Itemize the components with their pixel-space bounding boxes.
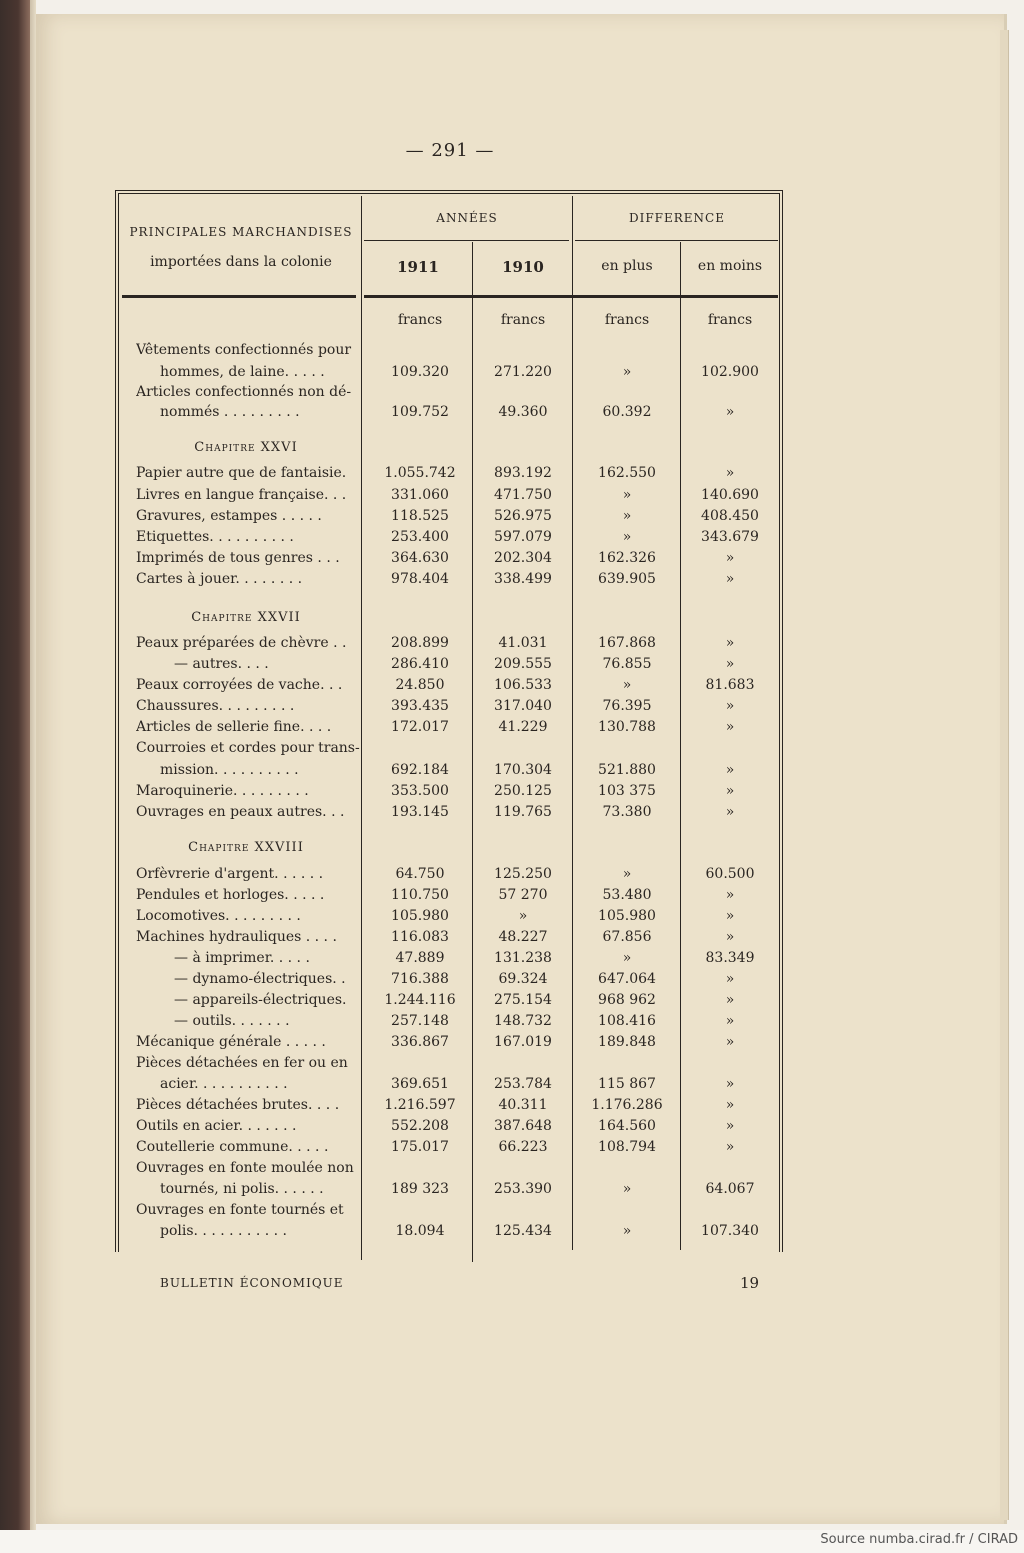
row-label: Ouvrages en fonte tournés et — [136, 1202, 344, 1218]
column-header-difference: DIFFERENCE — [628, 211, 725, 225]
table-row — [0, 1097, 1024, 1118]
row-label: Peaux préparées de chèvre . . — [136, 635, 347, 651]
value-1911: 47.889 — [395, 950, 445, 966]
table-row — [0, 908, 1024, 929]
value-en-plus: » — [622, 487, 632, 503]
value-1911: 552.208 — [391, 1118, 449, 1134]
value-en-moins: 64.067 — [705, 1181, 755, 1197]
table-row — [0, 971, 1024, 992]
value-en-moins: » — [725, 762, 735, 778]
row-label: Imprimés de tous genres . . . — [136, 550, 340, 566]
value-en-moins: 140.690 — [701, 487, 759, 503]
row-label: polis. . . . . . . . . . . — [160, 1223, 287, 1239]
row-label: Pendules et horloges. . . . . — [136, 887, 325, 903]
table-row — [0, 635, 1024, 656]
row-label: Orfèvrerie d'argent. . . . . . — [136, 866, 324, 882]
row-label: mission. . . . . . . . . . — [160, 762, 299, 778]
value-1910: 66.223 — [498, 1139, 548, 1155]
value-en-moins: » — [725, 929, 735, 945]
row-label: Maroquinerie. . . . . . . . . — [136, 783, 309, 799]
value-1910: 49.360 — [498, 404, 548, 420]
header-bottom-rule — [122, 295, 356, 298]
value-en-moins: » — [725, 635, 735, 651]
row-label: Coutellerie commune. . . . . — [136, 1139, 329, 1155]
table-row — [0, 740, 1024, 761]
value-en-moins: » — [725, 404, 735, 420]
header-bottom-rule-2 — [364, 295, 778, 298]
value-en-plus: 1.176.286 — [591, 1097, 663, 1113]
value-en-plus: 167.868 — [598, 635, 656, 651]
value-en-plus: 521.880 — [598, 762, 656, 778]
value-en-plus: » — [622, 950, 632, 966]
value-en-plus: 67.856 — [602, 929, 652, 945]
table-row — [0, 950, 1024, 971]
table-row — [0, 656, 1024, 677]
value-1911: 1.055.742 — [384, 465, 456, 481]
value-1910: 167.019 — [494, 1034, 552, 1050]
value-en-plus: 639.905 — [598, 571, 656, 587]
value-1911: 109.752 — [391, 404, 449, 420]
unit-label: francs — [604, 312, 650, 328]
value-1910: 338.499 — [494, 571, 552, 587]
value-en-plus: 76.395 — [602, 698, 652, 714]
value-1910: 106.533 — [494, 677, 552, 693]
value-1911: 105.980 — [391, 908, 449, 924]
value-1911: 189 323 — [391, 1181, 449, 1197]
row-label: Gravures, estampes . . . . . — [136, 508, 322, 524]
value-1910: 48.227 — [498, 929, 548, 945]
value-1911: 331.060 — [391, 487, 449, 503]
table-row — [0, 342, 1024, 363]
value-1910: 119.765 — [494, 804, 552, 820]
row-label: Pièces détachées brutes. . . . — [136, 1097, 340, 1113]
value-en-moins: » — [725, 656, 735, 672]
value-en-moins: 343.679 — [701, 529, 759, 545]
value-en-moins: » — [725, 571, 735, 587]
row-label: hommes, de laine. . . . . — [160, 364, 325, 380]
value-1910: 250.125 — [494, 783, 552, 799]
value-1910: 202.304 — [494, 550, 552, 566]
value-1911: 393.435 — [391, 698, 449, 714]
table-row — [0, 1160, 1024, 1181]
table-row — [0, 1076, 1024, 1097]
table-row — [0, 1181, 1024, 1202]
value-en-plus: » — [622, 364, 632, 380]
value-1910: 41.031 — [498, 635, 548, 651]
table-row — [0, 887, 1024, 908]
value-1910: 41.229 — [498, 719, 548, 735]
value-en-plus: » — [622, 677, 632, 693]
value-1910: 57 270 — [498, 887, 548, 903]
value-en-plus: 164.560 — [598, 1118, 656, 1134]
footer-signature-number: 19 — [740, 1274, 760, 1292]
row-label: Chaussures. . . . . . . . . — [136, 698, 295, 714]
row-label: tournés, ni polis. . . . . . — [160, 1181, 324, 1197]
value-1910: 317.040 — [494, 698, 552, 714]
value-en-moins: 102.900 — [701, 364, 759, 380]
value-en-moins: » — [725, 719, 735, 735]
table-row — [0, 508, 1024, 529]
value-1910: 597.079 — [494, 529, 552, 545]
table-row — [0, 571, 1024, 592]
table-row — [0, 1139, 1024, 1160]
value-en-plus: 115 867 — [598, 1076, 656, 1092]
value-1911: 116.083 — [391, 929, 449, 945]
table-row — [0, 1118, 1024, 1139]
table-row — [0, 1013, 1024, 1034]
table-row — [0, 384, 1024, 405]
value-en-moins: 107.340 — [701, 1223, 759, 1239]
value-1910: 275.154 — [494, 992, 552, 1008]
value-en-moins: 81.683 — [705, 677, 755, 693]
value-en-plus: 76.855 — [602, 656, 652, 672]
value-en-plus: 189.848 — [598, 1034, 656, 1050]
value-1910: 253.390 — [494, 1181, 552, 1197]
value-1911: 24.850 — [395, 677, 445, 693]
value-en-plus: » — [622, 1181, 632, 1197]
value-1910: 170.304 — [494, 762, 552, 778]
value-1911: 336.867 — [391, 1034, 449, 1050]
value-en-plus: » — [622, 508, 632, 524]
value-1910: 526.975 — [494, 508, 552, 524]
value-en-plus: » — [622, 866, 632, 882]
page-number: — 291 — — [405, 140, 495, 161]
value-1911: 257.148 — [391, 1013, 449, 1029]
value-1910: 271.220 — [494, 364, 552, 380]
row-label: Mécanique générale . . . . . — [136, 1034, 326, 1050]
value-en-moins: » — [725, 783, 735, 799]
value-en-plus: 53.480 — [602, 887, 652, 903]
value-en-plus: 108.416 — [598, 1013, 656, 1029]
value-en-plus: 60.392 — [602, 404, 652, 420]
table-row — [0, 677, 1024, 698]
table-row — [0, 1055, 1024, 1076]
row-label: Pièces détachées en fer ou en — [136, 1055, 348, 1071]
column-header-years: ANNÉES — [436, 211, 498, 225]
chapter-heading: Chapitre XXVI — [194, 440, 298, 455]
value-1910: 125.250 — [494, 866, 552, 882]
row-label: — appareils-électriques. — [174, 992, 347, 1008]
value-1910: 125.434 — [494, 1223, 552, 1239]
value-1910: 209.555 — [494, 656, 552, 672]
value-en-moins: » — [725, 992, 735, 1008]
value-1911: 364.630 — [391, 550, 449, 566]
column-header-goods: PRINCIPALES MARCHANDISES — [129, 225, 353, 239]
value-1911: 118.525 — [391, 508, 449, 524]
value-1911: 109.320 — [391, 364, 449, 380]
row-label: Ouvrages en fonte moulée non — [136, 1160, 354, 1176]
table-row — [0, 1202, 1024, 1223]
source-credit[interactable]: Source numba.cirad.fr / CIRAD — [820, 1532, 1018, 1547]
value-1910: 69.324 — [498, 971, 548, 987]
row-label: Outils en acier. . . . . . . — [136, 1118, 297, 1134]
table-row — [0, 719, 1024, 740]
row-label: Locomotives. . . . . . . . . — [136, 908, 301, 924]
row-label: — autres. . . . — [174, 656, 269, 672]
row-label: Courroies et cordes pour trans- — [136, 740, 360, 756]
value-1911: 110.750 — [391, 887, 449, 903]
value-en-plus: 647.064 — [598, 971, 656, 987]
value-en-moins: » — [725, 1118, 735, 1134]
value-1911: 1.244.116 — [384, 992, 456, 1008]
column-header-1910: 1910 — [502, 258, 544, 276]
chapter-heading: Chapitre XXVII — [191, 610, 301, 625]
value-1910: 471.750 — [494, 487, 552, 503]
value-1911: 353.500 — [391, 783, 449, 799]
table-row — [0, 929, 1024, 950]
unit-label: francs — [500, 312, 546, 328]
value-1911: 208.899 — [391, 635, 449, 651]
column-header-en-plus: en plus — [601, 258, 653, 274]
row-label: — à imprimer. . . . . — [174, 950, 310, 966]
value-1910: » — [518, 908, 528, 924]
row-label: Cartes à jouer. . . . . . . . — [136, 571, 303, 587]
row-label: Livres en langue française. . . — [136, 487, 347, 503]
value-en-moins: » — [725, 465, 735, 481]
table-row — [0, 364, 1024, 385]
value-1911: 253.400 — [391, 529, 449, 545]
row-label: Machines hydrauliques . . . . — [136, 929, 337, 945]
header-subrule-years — [364, 240, 569, 241]
value-1911: 369.651 — [391, 1076, 449, 1092]
column-header-en-moins: en moins — [697, 258, 763, 274]
row-label: Vêtements confectionnés pour — [136, 342, 352, 358]
table-row — [0, 550, 1024, 571]
value-1910: 148.732 — [494, 1013, 552, 1029]
table-row — [0, 783, 1024, 804]
value-en-moins: » — [725, 1076, 735, 1092]
value-1911: 172.017 — [391, 719, 449, 735]
row-label: — dynamo-électriques. . — [174, 971, 346, 987]
value-en-moins: 83.349 — [705, 950, 755, 966]
value-1910: 40.311 — [498, 1097, 548, 1113]
value-1911: 978.404 — [391, 571, 449, 587]
value-en-moins: » — [725, 804, 735, 820]
value-1911: 286.410 — [391, 656, 449, 672]
row-label: Etiquettes. . . . . . . . . . — [136, 529, 294, 545]
value-en-moins: » — [725, 1139, 735, 1155]
value-en-moins: » — [725, 1013, 735, 1029]
row-label: acier. . . . . . . . . . . — [160, 1076, 288, 1092]
table-row — [0, 992, 1024, 1013]
table-row — [0, 804, 1024, 825]
table-row — [0, 404, 1024, 425]
value-1910: 131.238 — [494, 950, 552, 966]
table-row — [0, 866, 1024, 887]
table-row — [0, 465, 1024, 486]
value-1910: 893.192 — [494, 465, 552, 481]
value-en-moins: 60.500 — [705, 866, 755, 882]
value-en-plus: 103 375 — [598, 783, 656, 799]
value-en-plus: » — [622, 1223, 632, 1239]
footer-publication: BULLETIN ÉCONOMIQUE — [160, 1276, 344, 1290]
value-1911: 175.017 — [391, 1139, 449, 1155]
value-en-plus: 105.980 — [598, 908, 656, 924]
row-label: nommés . . . . . . . . . — [160, 404, 300, 420]
value-1910: 387.648 — [494, 1118, 552, 1134]
unit-label: francs — [397, 312, 443, 328]
row-label: Ouvrages en peaux autres. . . — [136, 804, 345, 820]
row-label: Articles de sellerie fine. . . . — [136, 719, 332, 735]
value-en-plus: 130.788 — [598, 719, 656, 735]
value-1911: 692.184 — [391, 762, 449, 778]
value-en-moins: 408.450 — [701, 508, 759, 524]
header-subrule-diff — [575, 240, 778, 241]
chapter-heading: Chapitre XXVIII — [188, 840, 304, 855]
value-en-moins: » — [725, 698, 735, 714]
value-1911: 1.216.597 — [384, 1097, 456, 1113]
value-1911: 18.094 — [395, 1223, 445, 1239]
table-row — [0, 698, 1024, 719]
table-row — [0, 1034, 1024, 1055]
unit-label: francs — [707, 312, 753, 328]
value-en-plus: 73.380 — [602, 804, 652, 820]
table-row — [0, 529, 1024, 550]
value-1911: 716.388 — [391, 971, 449, 987]
column-header-1911: 1911 — [397, 258, 439, 276]
table-row — [0, 762, 1024, 783]
value-en-moins: » — [725, 1097, 735, 1113]
value-en-plus: 162.326 — [598, 550, 656, 566]
column-header-goods-sub: importées dans la colonie — [150, 254, 332, 270]
row-label: — outils. . . . . . . — [174, 1013, 290, 1029]
value-en-plus: 108.794 — [598, 1139, 656, 1155]
value-en-plus: 968 962 — [598, 992, 656, 1008]
row-label: Papier autre que de fantaisie. — [136, 465, 347, 481]
value-en-moins: » — [725, 550, 735, 566]
value-en-moins: » — [725, 1034, 735, 1050]
table-row — [0, 487, 1024, 508]
value-1911: 193.145 — [391, 804, 449, 820]
row-label: Peaux corroyées de vache. . . — [136, 677, 343, 693]
value-1911: 64.750 — [395, 866, 445, 882]
row-label: Articles confectionnés non dé- — [136, 384, 352, 400]
table-row — [0, 1223, 1024, 1244]
value-en-moins: » — [725, 887, 735, 903]
value-en-moins: » — [725, 971, 735, 987]
value-en-moins: » — [725, 908, 735, 924]
value-en-plus: » — [622, 529, 632, 545]
value-en-plus: 162.550 — [598, 465, 656, 481]
value-1910: 253.784 — [494, 1076, 552, 1092]
